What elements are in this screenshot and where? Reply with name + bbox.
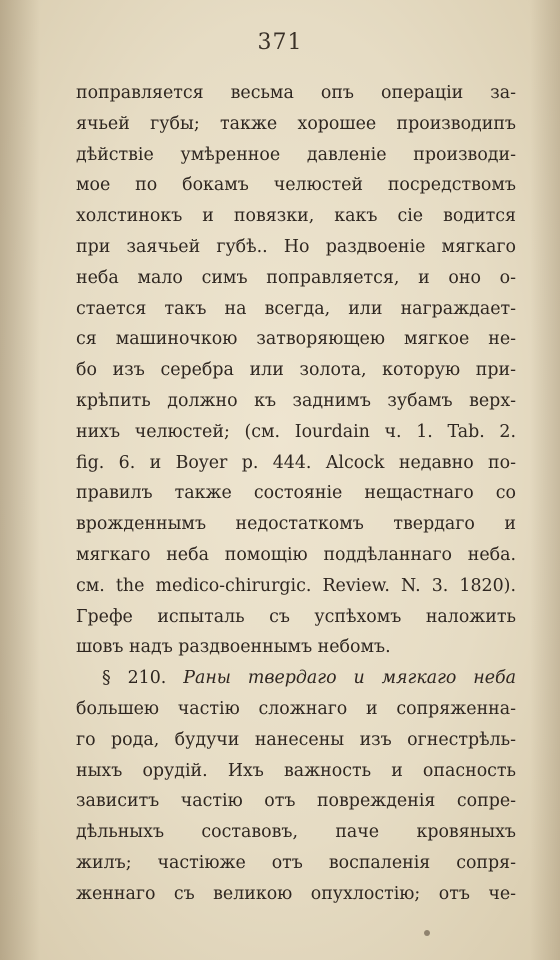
text-line: ячьей губы; также хорошее производипъ xyxy=(76,113,516,134)
text-line: неба мало симъ поправляется, и оно о- xyxy=(76,267,516,288)
text-line: жилъ; частіюже отъ воспаленія сопря- xyxy=(76,852,516,873)
ink-spot xyxy=(424,930,430,936)
text-line: дѣйствіе умѣренное давленіе производи- xyxy=(76,144,516,165)
text-line: мое по бокамъ челюстей посредствомъ xyxy=(76,175,516,196)
text-line: шовъ надъ раздвоеннымъ небомъ. xyxy=(76,637,391,658)
text-line: стается такъ на всегда, или награждает- xyxy=(76,298,516,319)
page-edge-shadow-left xyxy=(0,0,40,960)
text-line: Грефе испыталь съ успѣхомъ наложить xyxy=(76,606,516,627)
text-line: нихъ челюстей; (см. Iourdain ч. 1. Tab. 2. xyxy=(76,421,516,442)
text-line: холстинокъ и повязки, какъ сіе водится xyxy=(76,206,516,227)
text-line: мягкаго неба помощію поддѣланнаго неба. xyxy=(76,544,516,565)
section-title: Раны твердаго и мягкаго неба xyxy=(183,668,516,689)
text-line: ныхъ орудій. Ихъ важность и опасность xyxy=(76,760,516,781)
text-line: женнаго съ великою опухлостію; отъ че- xyxy=(76,883,516,904)
text-line: го рода, будучи нанесены изъ огнестрѣль- xyxy=(76,729,516,750)
page-number: 371 xyxy=(257,30,303,55)
text-line: поправляется весьма опъ операціи за- xyxy=(76,83,516,103)
page-edge-shadow-right xyxy=(530,0,560,960)
section-heading-line xyxy=(76,663,516,694)
text-line: зависитъ частію отъ поврежденія сопре- xyxy=(76,791,516,812)
body-text xyxy=(76,78,516,910)
text-line: большею частію сложнаго и сопряженна- xyxy=(76,698,516,719)
text-line: правилъ также состояніе нещастнаго со xyxy=(76,483,516,504)
text-line: ся машиночкою затворяющею мягкое не- xyxy=(76,329,516,350)
text-line: см. the medico-chirurgic. Review. N. 3. 1820). xyxy=(76,575,516,596)
paragraph xyxy=(76,78,516,663)
text-line: крѣпить должно къ заднимъ зубамъ верх- xyxy=(76,390,516,411)
text-line: при заячьей губѣ.. Но раздвоеніе мягкаго xyxy=(76,236,516,257)
section-number: § 210. xyxy=(102,668,167,689)
text-line: врожденнымъ недостаткомъ твердаго и xyxy=(76,514,516,535)
paragraph xyxy=(76,663,516,909)
text-line: дѣльныхъ составовъ, паче кровяныхъ xyxy=(76,822,516,843)
text-line: fig. 6. и Boyer p. 444. Alcock недавно по- xyxy=(76,452,516,473)
text-line: бо изъ серебра или золота, которую при- xyxy=(76,360,516,381)
